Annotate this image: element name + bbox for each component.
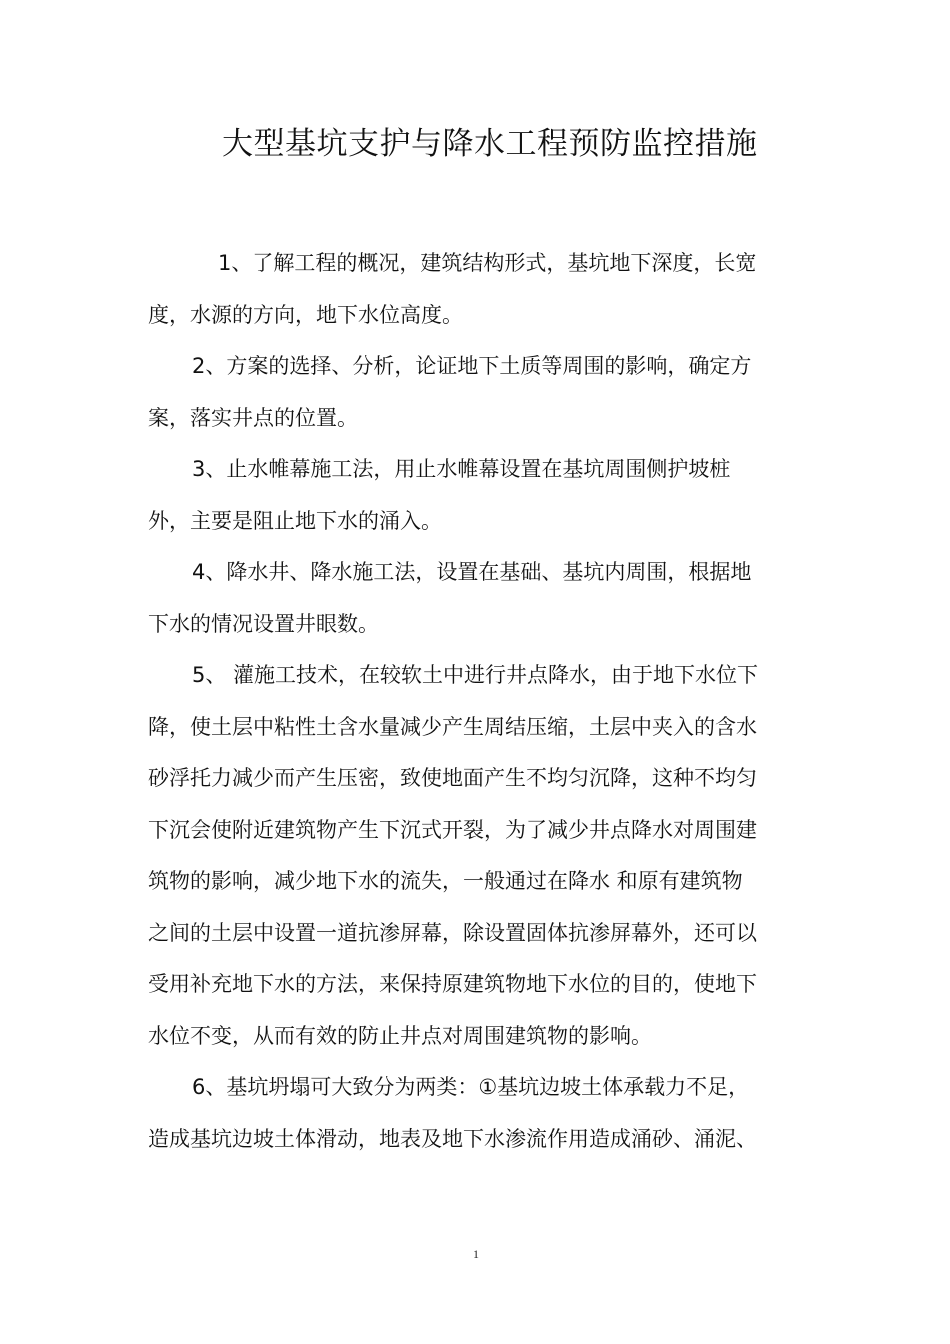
body-text [148,238,798,1165]
text-line: 5、 灌施工技术，在较软土中进行井点降水，由于地下水位下 [192,663,759,687]
text-line: 受用补充地下水的方法，来保持原建筑物地下水位的目的，使地下 [148,972,757,996]
text-line: 案，落实井点的位置。 [148,405,358,430]
text-line: 度，水源的方向，地下水位高度。 [148,302,463,327]
text-line: 3、止水帷幕施工法，用止水帷幕设置在基坑周围侧护坡桩 [192,457,731,481]
text-line: 之间的土层中设置一道抗渗屏幕，除设置固体抗渗屏幕外，还可以 [148,920,757,945]
text-line: 下水的情况设置井眼数。 [148,611,379,636]
text-line: 2、方案的选择、分析，论证地下土质等周围的影响，确定方 [192,354,752,378]
text-line: 造成基坑边坡土体滑动，地表及地下水渗流作用造成涌砂、涌泥、 [148,1126,757,1151]
text-line: 1、了解工程的概况，建筑结构形式，基坑地下深度，长宽 [218,251,757,275]
text-line: 外，主要是阻止地下水的涌入。 [148,508,442,533]
text-line: 4、降水井、降水施工法，设置在基础、基坑内周围，根据地 [192,560,752,584]
text-line: 砂浮托力减少而产生压密，致使地面产生不均匀沉降，这种不均匀 [148,766,757,790]
document-title: 大型基坑支护与降水工程预防监控措施 [222,126,758,162]
text-line: 筑物的影响，减少地下水的流失，一般通过在降水 和原有建筑物 [148,869,743,893]
text-line: 6、基坑坍塌可大致分为两类：①基坑边坡土体承载力不足， [192,1075,750,1099]
text-line: 水位不变，从而有效的防止井点对周围建筑物的影响。 [148,1023,652,1048]
text-line: 下沉会使附近建筑物产生下沉式开裂，为了减少井点降水对周围建 [148,817,757,842]
text-line: 降，使土层中粘性土含水量减少产生周结压缩，土层中夹入的含水 [148,714,757,739]
page-number: 1 [473,1247,479,1261]
